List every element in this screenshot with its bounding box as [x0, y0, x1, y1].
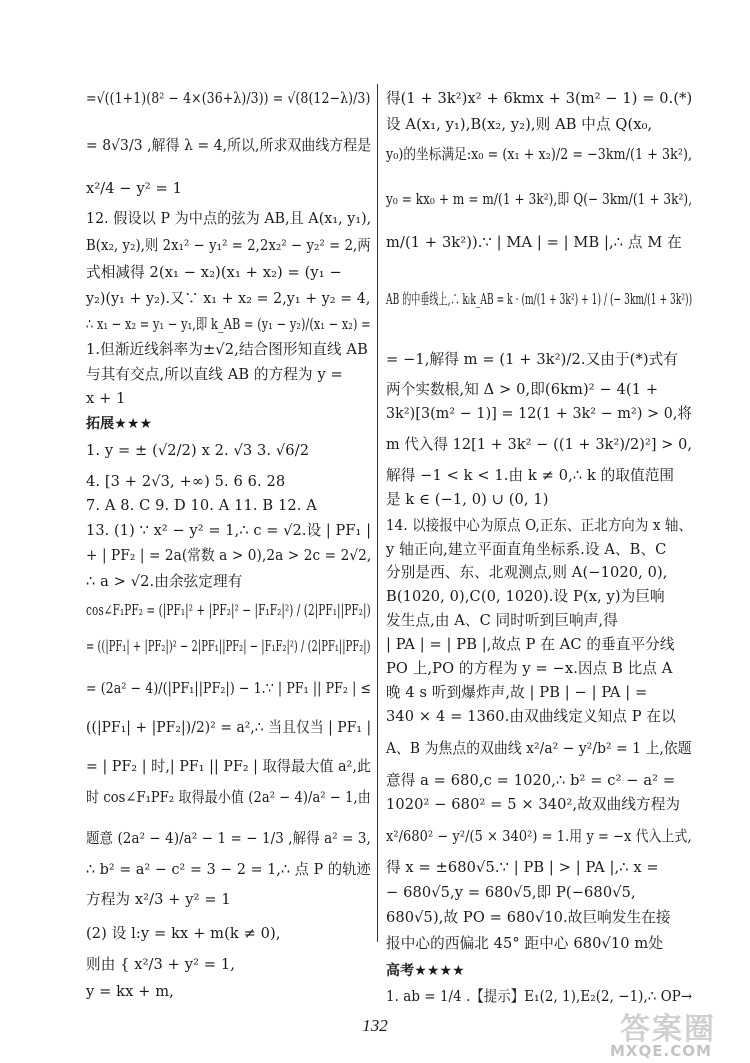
- text-line: PO 上,PO 的方程为 y = −x.因点 B 比点 A: [386, 660, 673, 677]
- text-line: AB 的中垂线上,∴ kₗk_AB = k · (m/(1 + 3k²) + 1) / (− 3km/(1 + 3k²)): [386, 291, 693, 308]
- text-line: = 8√3/3 ,解得 λ = 4,所以,所求双曲线方程是: [86, 137, 372, 154]
- text-line: A、B 为焦点的双曲线 x²/a² − y²/b² = 1 上,依题: [386, 740, 692, 757]
- text-line: = ((|PF₁| + |PF₂|)² − 2|PF₁||PF₂| − |F₁F₂|²) / (2|PF₁||PF₂|): [86, 638, 371, 655]
- text-line: 680√5),故 PO = 680√10.故巨响发生在接: [386, 909, 671, 926]
- text-line: 7. A 8. C 9. D 10. A 11. B 12. A: [86, 497, 317, 514]
- text-line: m/(1 + 3k²)).∵ | MA | = | MB |,∴ 点 M 在: [386, 234, 682, 251]
- text-line: = −1,解得 m = (1 + 3k²)/2.又由于(*)式有: [386, 351, 679, 368]
- text-line: x + 1: [86, 390, 126, 407]
- text-line: 14. 以接报中心为原点 O,正东、正北方向为 x 轴、: [386, 517, 693, 534]
- text-line: x²/4 − y² = 1: [86, 180, 182, 197]
- text-line: y₀ = kx₀ + m = m/(1 + 3k²),即 Q(− 3km/(1 + 3k²),: [386, 191, 693, 208]
- text-line: B(1020, 0),C(0, 1020).设 P(x, y)为巨响: [386, 588, 665, 605]
- watermark-logo: [606, 1004, 742, 1060]
- text-line: 得 x = ±680√5.∵ | PB | > | PA |,∴ x =: [386, 859, 659, 876]
- text-line: 式相减得 2(x₁ − x₂)(x₁ + x₂) = (y₁ −: [86, 264, 342, 281]
- text-line: B(x₂, y₂),则 2x₁² − y₁² = 2,2x₂² − y₂² = 2,两: [86, 237, 371, 254]
- text-line: ∴ x₁ − x₂ = y₁ − y₁,即 k_AB = (y₁ − y₂)/(x₁ − x₂) =: [86, 316, 371, 333]
- text-line: 12. 假设以 P 为中点的弦为 AB,且 A(x₁, y₁),: [86, 210, 372, 227]
- text-line: 发生点,由 A、C 同时听到巨响声,得: [386, 612, 618, 629]
- text-line: =√((1+1)(8² − 4×(36+λ)/3)) = √(8(12−λ)/3): [86, 90, 371, 107]
- column-divider: [377, 84, 378, 942]
- text-line: cos∠F₁PF₂ = (|PF₁|² + |PF₂|² − |F₁F₂|²) / (2|PF₁||PF₂|): [86, 602, 371, 619]
- text-line: 1.但渐近线斜率为±√2,结合图形知直线 AB: [86, 341, 368, 358]
- text-line: ((|PF₁| + |PF₂|)/2)² = a²,∴ 当且仅当 | PF₁ |: [86, 719, 372, 736]
- text-line: + | PF₂ | = 2a(常数 a > 0),2a > 2c = 2√2,: [86, 547, 372, 564]
- text-line: y 轴正向,建立平面直角坐标系.设 A、B、C: [386, 541, 667, 558]
- section-heading: 拓展★★★: [86, 416, 153, 432]
- text-line: 1020² − 680² = 5 × 340²,故双曲线方程为: [386, 796, 681, 813]
- text-line: = (2a² − 4)/(|PF₁||PF₂|) − 1.∵ | PF₁ || PF₂ | ≤: [86, 680, 372, 697]
- text-line: | PA | = | PB |,故点 P 在 AC 的垂直平分线: [386, 636, 675, 653]
- text-line: 意得 a = 680,c = 1020,∴ b² = c² − a² =: [386, 772, 676, 789]
- text-line: 设 A(x₁, y₁),B(x₂, y₂),则 AB 中点 Q(x₀,: [386, 116, 653, 133]
- text-line: 解得 −1 < k < 1.由 k ≠ 0,∴ k 的取值范围: [386, 467, 675, 484]
- text-line: 与其有交点,所以直线 AB 的方程为 y =: [86, 366, 343, 383]
- text-line: 晚 4 s 听到爆炸声,故 | PB | − | PA | =: [386, 684, 648, 701]
- text-line: 1. ab = 1/4 .【提示】E₁(2, 1),E₂(2, −1),∴ OP→: [386, 988, 693, 1005]
- text-line: 则由 { x²/3 + y² = 1,: [86, 956, 235, 973]
- text-line: 是 k ∈ (−1, 0) ∪ (0, 1): [386, 491, 549, 508]
- text-line: 时 cos∠F₁PF₂ 取得最小值 (2a² − 4)/a² − 1,由: [86, 789, 371, 806]
- text-line: 340 × 4 = 1360.由双曲线定义知点 P 在以: [386, 708, 676, 725]
- text-line: 两个实数根,知 Δ > 0,即(6km)² − 4(1 +: [386, 381, 659, 398]
- text-line: m 代入得 12[1 + 3k² − ((1 + 3k²)/2)²] > 0,: [386, 436, 693, 453]
- page-number: 132: [362, 1016, 388, 1035]
- section-heading: 高考★★★★: [386, 963, 465, 979]
- text-line: 报中心的西偏北 45° 距中心 680√10 m处: [386, 935, 664, 952]
- text-line: 3k²)[3(m² − 1)] = 12(1 + 3k² − m²) > 0,将: [386, 405, 692, 422]
- text-line: 分别是西、东、北观测点,则 A(−1020, 0),: [386, 564, 668, 581]
- text-line: ∴ b² = a² − c² = 3 − 2 = 1,∴ 点 P 的轨迹: [86, 861, 371, 878]
- text-line: 13. (1) ∵ x² − y² = 1,∴ c = √2.设 | PF₁ |: [86, 522, 372, 539]
- text-line: x²/680² − y²/(5 × 340²) = 1.用 y = −x 代入上式,: [386, 828, 692, 845]
- text-line: ∴ a > √2.由余弦定理有: [86, 573, 243, 590]
- text-line: 得(1 + 3k²)x² + 6kmx + 3(m² − 1) = 0.(*): [386, 90, 693, 107]
- watermark-url: MXQE.COM: [610, 1042, 712, 1060]
- text-line: 方程为 x²/3 + y² = 1: [86, 891, 231, 908]
- watermark-text: 答案圈: [620, 1012, 716, 1047]
- text-line: = | PF₂ | 时,| PF₁ || PF₂ | 取得最大值 a²,此: [86, 758, 372, 775]
- text-line: 题意 (2a² − 4)/a² − 1 = − 1/3 ,解得 a² = 3,: [86, 830, 371, 847]
- text-line: y₀)的坐标满足:x₀ = (x₁ + x₂)/2 = −3km/(1 + 3k²),: [386, 146, 693, 163]
- text-line: (2) 设 l:y = kx + m(k ≠ 0),: [86, 925, 281, 942]
- text-line: y = kx + m,: [86, 983, 174, 1000]
- text-line: − 680√5,y = 680√5,即 P(−680√5,: [386, 884, 636, 901]
- text-line: 4. [3 + 2√3, +∞) 5. 6 6. 28: [86, 473, 286, 490]
- text-line: y₂)(y₁ + y₂).又∵ x₁ + x₂ = 2,y₁ + y₂ = 4,: [86, 290, 371, 307]
- text-line: 1. y = ± (√2/2) x 2. √3 3. √6/2: [86, 442, 310, 459]
